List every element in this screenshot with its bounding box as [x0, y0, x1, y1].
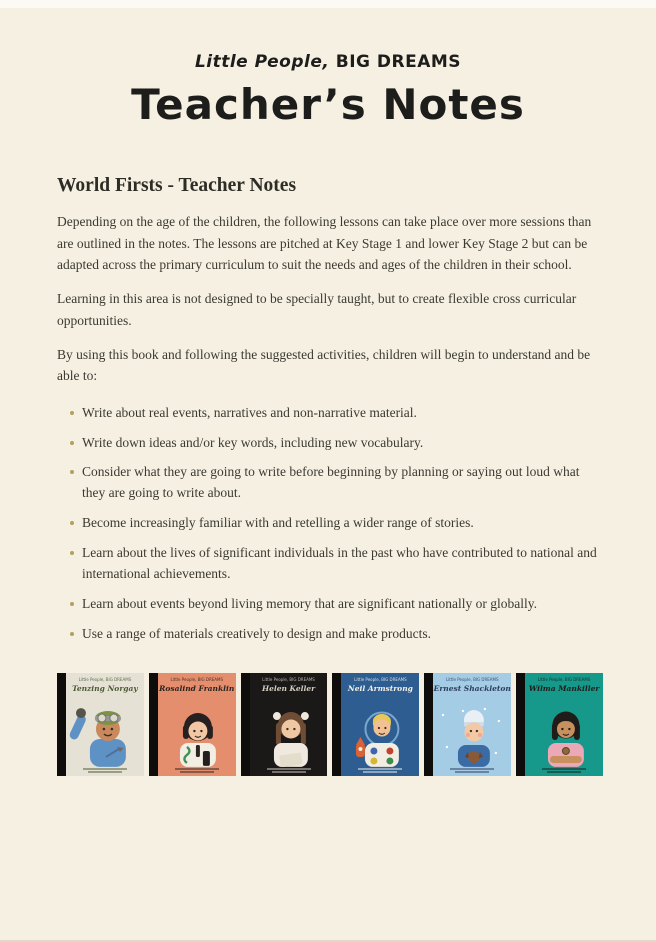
bullet-item — [57, 433, 600, 454]
paragraph: Learning in this area is not designed to be specially taught, but to create flexible cross curricular opportunities. — [57, 291, 577, 328]
book-spine — [57, 673, 66, 776]
notes-content — [57, 175, 600, 645]
paragraph: Depending on the age of the children, the following lessons can take place over more sessions than are outlined in the notes. The lessons are pitched at Key Stage 1 and lower Key Stage 2 but can be adapted across the primary curriculum to suit the needs and ages of the children in their school. — [57, 214, 592, 272]
bullet-text: Consider what they are going to write before beginning by planning or saying out loud what they are going to write about. — [82, 464, 580, 501]
bullet-text: Learn about the lives of significant individuals in the past who have contributed to national and international achievements. — [82, 545, 597, 582]
book-credits — [341, 767, 419, 773]
book-series-label: Little People, BIG DREAMS — [354, 677, 407, 682]
book-credits — [250, 767, 328, 773]
bullet-item — [57, 543, 600, 585]
book-face — [525, 673, 603, 776]
book-series-label: Little People, BIG DREAMS — [170, 677, 224, 682]
book-cover-rosalind-franklin — [149, 673, 236, 776]
bullet-item — [57, 403, 600, 424]
book-credits — [158, 767, 236, 773]
book-title: Rosalind Franklin — [159, 684, 235, 693]
bullet-item — [57, 513, 600, 534]
bullet-item — [57, 624, 600, 645]
book-art-tenzing-norgay — [66, 707, 144, 767]
book-face — [158, 673, 236, 776]
page-top-edge — [0, 0, 656, 8]
book-covers-row — [57, 673, 603, 776]
book-credits — [433, 767, 511, 773]
bullet-dot — [70, 470, 74, 474]
book-spine — [516, 673, 525, 776]
bullet-dot — [70, 441, 74, 445]
bullet-text: Become increasingly familiar with and retelling a wider range of stories. — [82, 515, 474, 531]
bullet-dot — [70, 411, 74, 415]
book-title: Helen Keller — [262, 684, 316, 693]
book-face — [341, 673, 419, 776]
bullet-item — [57, 594, 600, 615]
bullet-text: Write about real events, narratives and non-narrative material. — [82, 404, 417, 420]
book-title: Ernest Shackleton — [433, 684, 511, 693]
book-face — [66, 673, 144, 776]
book-credits — [525, 767, 603, 773]
book-cover-wilma-mankiller — [516, 673, 603, 776]
book-series-label: Little People, BIG DREAMS — [78, 677, 132, 682]
book-series-label: Little People, BIG DREAMS — [445, 677, 499, 682]
book-credits — [66, 767, 144, 773]
bullet-text: Write down ideas and/or key words, including new vocabulary. — [82, 434, 424, 450]
book-cover-ernest-shackleton — [424, 673, 511, 776]
book-face — [250, 673, 328, 776]
book-art-neil-armstrong — [341, 707, 419, 767]
section-heading: World Firsts - Teacher Notes — [57, 175, 297, 197]
page-title: Teacher’s Notes — [131, 80, 525, 129]
bullet-text: Use a range of materials creatively to design and make products. — [82, 625, 431, 641]
bullet-dot — [70, 521, 74, 525]
book-cover-helen-keller — [241, 673, 328, 776]
series-logo — [0, 52, 656, 72]
book-title: Wilma Mankiller — [528, 684, 600, 693]
bullet-dot — [70, 602, 74, 606]
book-spine — [424, 673, 433, 776]
book-spine — [241, 673, 250, 776]
book-title: Tenzing Norgay — [72, 684, 138, 693]
book-title: Neil Armstrong — [347, 684, 413, 693]
book-art-helen-keller — [250, 707, 328, 767]
series-logo-script: Little People, — [194, 52, 330, 72]
book-spine — [149, 673, 158, 776]
book-cover-neil-armstrong — [332, 673, 419, 776]
bullet-dot — [70, 551, 74, 555]
bullet-dot — [70, 632, 74, 636]
book-spine — [332, 673, 341, 776]
page-header — [0, 52, 656, 129]
bullet-list — [57, 403, 600, 645]
book-art-rosalind-franklin — [158, 707, 236, 767]
book-series-label: Little People, BIG DREAMS — [262, 677, 315, 682]
series-logo-bold: BIG DREAMS — [329, 52, 462, 72]
book-cover-tenzing-norgay — [57, 673, 144, 776]
bullet-item — [57, 462, 600, 504]
paragraph: By using this book and following the suggested activities, children will begin to understand and be able to: — [57, 346, 591, 384]
book-face — [433, 673, 511, 776]
book-art-wilma-mankiller — [525, 707, 603, 767]
book-series-label: Little People, BIG DREAMS — [537, 677, 591, 682]
book-art-ernest-shackleton — [433, 707, 511, 767]
bullet-text: Learn about events beyond living memory that are significant nationally or globally. — [82, 596, 537, 612]
